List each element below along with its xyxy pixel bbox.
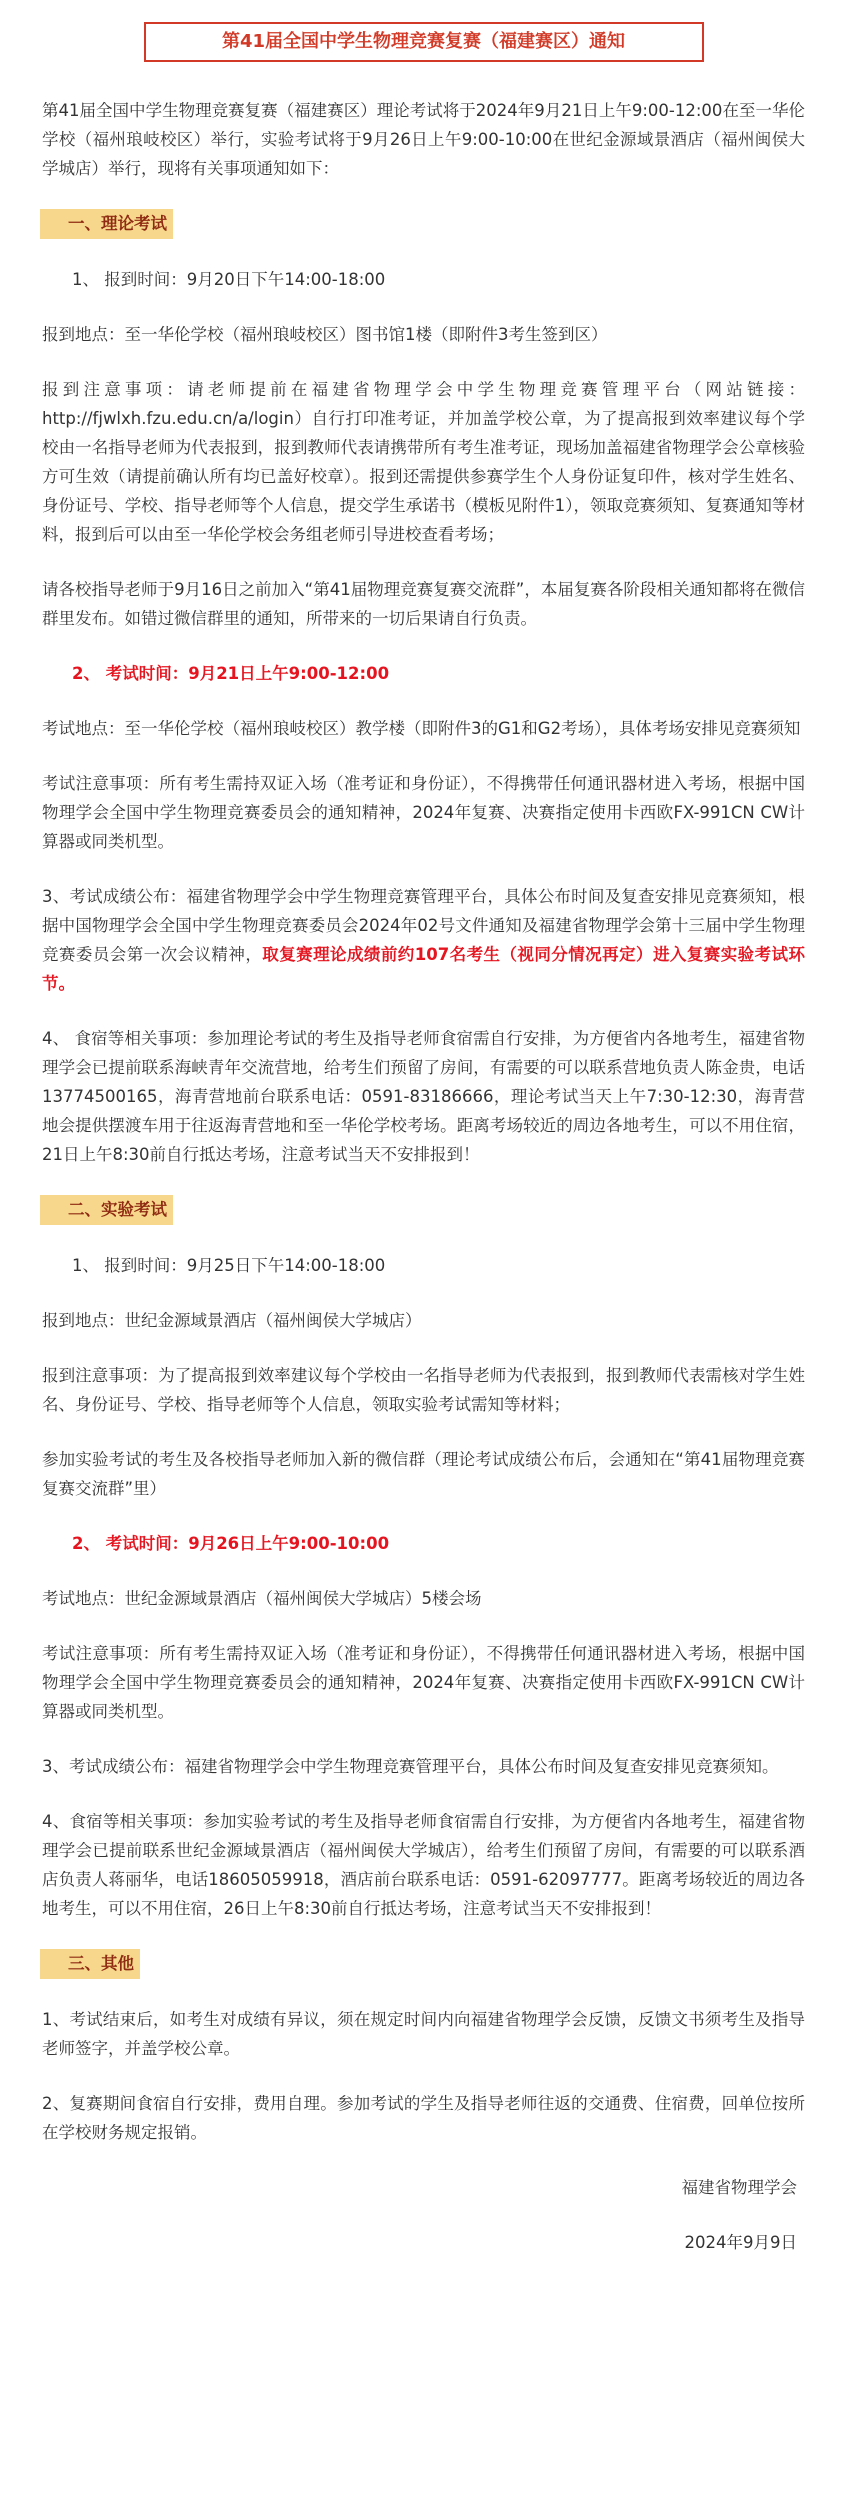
experiment-exam-notes: 考试注意事项：所有考生需持双证入场（准考证和身份证），不得携带任何通讯器材进入考场，根据中国物理学会全国中学生物理竞赛委员会的通知精神，2024年复赛、决赛指定使用卡西欧FX-991CN CW计算器或同类机型。 — [42, 1644, 805, 1721]
theory-results — [42, 882, 805, 998]
other-item-2: 2、复赛期间食宿自行安排，费用自理。参加考试的学生及指导老师往返的交通费、住宿费，回单位按所在学校财务规定报销。 — [42, 2094, 805, 2142]
experiment-exam-location: 考试地点：世纪金源域景酒店（福州闽侯大学城店）5楼会场 — [42, 1589, 482, 1608]
section-heading-theory: 一、理论考试 — [40, 209, 173, 239]
intro-paragraph: 第41届全国中学生物理竞赛复赛（福建赛区）理论考试将于2024年9月21日上午9:00-12:00在至一华伦学校（福州琅岐校区）举行，实验考试将于9月26日上午9:00-10:00在世纪金源域景酒店（福州闽侯大学城店）举行，现将有关事项通知如下： — [42, 101, 805, 178]
section-heading-experiment: 二、实验考试 — [40, 1195, 173, 1225]
experiment-wechat-notice: 参加实验考试的考生及各校指导老师加入新的微信群（理论考试成绩公布后，会通知在“第41届物理竞赛复赛交流群”里） — [42, 1450, 805, 1498]
signature-org: 福建省物理学会 — [681, 2178, 797, 2197]
theory-checkin-location: 报到地点：至一华伦学校（福州琅岐校区）图书馆1楼（即附件3考生签到区） — [42, 325, 608, 344]
experiment-checkin-time: 1、 报到时间：9月25日下午14:00-18:00 — [72, 1256, 386, 1275]
experiment-results: 3、考试成绩公布：福建省物理学会中学生物理竞赛管理平台，具体公布时间及复查安排见竞赛须知。 — [42, 1757, 779, 1776]
section-heading-other: 三、其他 — [40, 1949, 140, 1979]
theory-results-text: 3、考试成绩公布：福建省物理学会中学生物理竞赛管理平台，具体公布时间及复查安排见竞赛须知，根据中国物理学会全国中学生物理竞赛委员会2024年02号文件通知及福建省物理学会第十三届中学生物理竞赛委员会第一次会议精神， — [42, 887, 805, 964]
experiment-checkin-location: 报到地点：世纪金源域景酒店（福州闽侯大学城店） — [42, 1311, 422, 1330]
experiment-lodging: 4、食宿等相关事项：参加实验考试的考生及指导老师食宿需自行安排，为方便省内各地考生，福建省物理学会已提前联系世纪金源域景酒店（福州闽侯大学城店），给考生们预留了房间，有需要的可以联系酒店负责人蒋丽华，电话18605059918，酒店前台联系电话：0591-62097777。距离考场较近的周边各地考生，可以不用住宿，26日上午8:30前自行抵达考场，注意考试当天不安排报到！ — [42, 1812, 805, 1918]
page-title: 第41届全国中学生物理竞赛复赛（福建赛区）通知 — [144, 22, 704, 62]
theory-exam-time: 2、 考试时间：9月21日上午9:00-12:00 — [72, 664, 390, 683]
theory-checkin-notes: 报到注意事项：请老师提前在福建省物理学会中学生物理竞赛管理平台（网站链接：http://fjwlxh.fzu.edu.cn/a/login）自行打印准考证，并加盖学校公章，为了提高报到效率建议每个学校由一名指导老师为代表报到，报到教师代表请携带所有考生准考证，现场加盖福建省物理学会公章核验方可生效（请提前确认所有均已盖好校章）。报到还需提供参赛学生个人身份证复印件，核对学生姓名、身份证号、学校、指导老师等个人信息，提交学生承诺书（模板见附件1），领取竞赛须知、复赛通知等材料，报到后可以由至一华伦学校会务组老师引导进校查看考场； — [42, 380, 805, 544]
experiment-checkin-notes: 报到注意事项：为了提高报到效率建议每个学校由一名指导老师为代表报到，报到教师代表需核对学生姓名、身份证号、学校、指导老师等个人信息，领取实验考试需知等材料； — [42, 1366, 805, 1414]
theory-exam-location: 考试地点：至一华伦学校（福州琅岐校区）教学楼（即附件3的G1和G2考场），具体考场安排见竞赛须知 — [42, 719, 801, 738]
signature-date: 2024年9月9日 — [684, 2233, 797, 2252]
experiment-exam-time: 2、 考试时间：9月26日上午9:00-10:00 — [72, 1534, 390, 1553]
theory-results-highlight: 取复赛理论成绩前约107名考生（视同分情况再定）进入复赛实验考试环节。 — [42, 945, 805, 993]
theory-lodging: 4、 食宿等相关事项：参加理论考试的考生及指导老师食宿需自行安排，为方便省内各地考生，福建省物理学会已提前联系海峡青年交流营地，给考生们预留了房间，有需要的可以联系营地负责人陈金贵，电话13774500165，海青营地前台联系电话：0591-83186666，理论考试当天上午7:30-12:30，海青营地会提供摆渡车用于往返海青营地和至一华伦学校考场。距离考场较近的周边各地考生，可以不用住宿，21日上午8:30前自行抵达考场，注意考试当天不安排报到！ — [42, 1029, 805, 1164]
theory-wechat-notice: 请各校指导老师于9月16日之前加入“第41届物理竞赛复赛交流群”，本届复赛各阶段相关通知都将在微信群里发布。如错过微信群里的通知，所带来的一切后果请自行负责。 — [42, 580, 805, 628]
title-wrap — [42, 22, 805, 62]
theory-exam-notes: 考试注意事项：所有考生需持双证入场（准考证和身份证），不得携带任何通讯器材进入考场，根据中国物理学会全国中学生物理竞赛委员会的通知精神，2024年复赛、决赛指定使用卡西欧FX-991CN CW计算器或同类机型。 — [42, 774, 805, 851]
other-item-1: 1、考试结束后，如考生对成绩有异议，须在规定时间内向福建省物理学会反馈，反馈文书须考生及指导老师签字，并盖学校公章。 — [42, 2010, 805, 2058]
theory-checkin-time: 1、 报到时间：9月20日下午14:00-18:00 — [72, 270, 386, 289]
